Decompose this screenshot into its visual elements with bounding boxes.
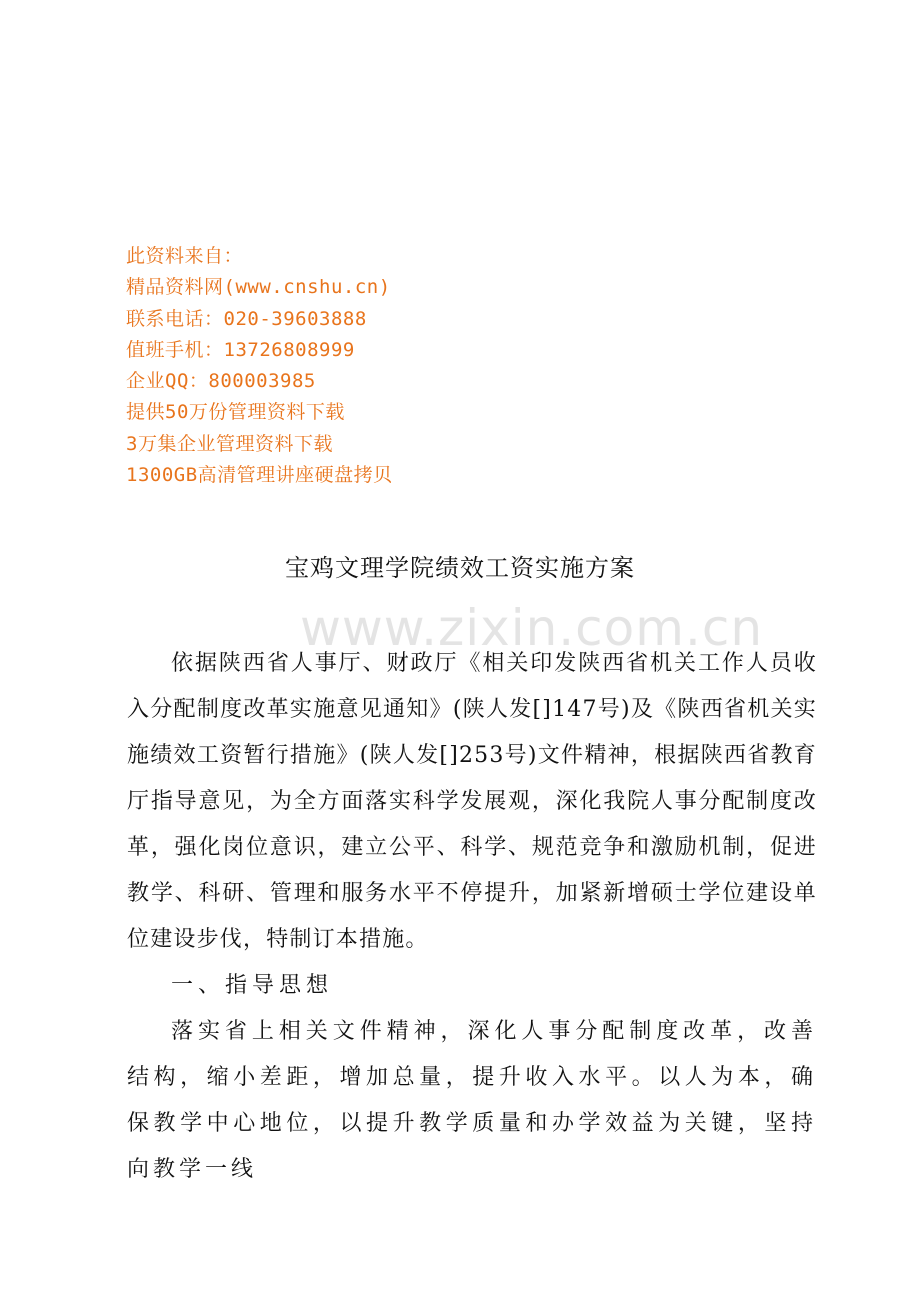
section-heading-guiding-ideology: 一、指导思想 <box>171 973 334 998</box>
source-line: 联系电话：020-39603888 <box>126 307 367 330</box>
source-line: 提供50万份管理资料下载 <box>126 401 345 424</box>
source-line: 企业QQ：800003985 <box>126 370 316 393</box>
document-body <box>127 641 817 1193</box>
section-paragraph-guiding-ideology: 落实省上相关文件精神，深化人事分配制度改革，改善结构，缩小差距，增加总量，提升收入水平。以人为本，确保教学中心地位，以提升教学质量和办学效益为关键，坚持向教学一线 <box>127 1019 817 1182</box>
source-line: 1300GB高清管理讲座硬盘拷贝 <box>126 464 393 487</box>
watermark-text: www.zixin.com.cn <box>300 599 764 657</box>
document-title: 宝鸡文理学院绩效工资实施方案 <box>285 554 635 582</box>
source-line: 值班手机：13726808999 <box>126 338 355 361</box>
source-line: 此资料来自： <box>126 245 244 267</box>
source-line: 精品资料网(www.cnshu.cn) <box>126 276 391 299</box>
source-info-block <box>126 241 726 491</box>
intro-paragraph: 依据陕西省人事厅、财政厅《相关印发陕西省机关工作人员收入分配制度改革实施意见通知》(陕人发[]147号)及《陕西省机关实施绩效工资暂行措施》(陕人发[]253号)文件精神，根据陕西省教育厅指导意见，为全方面落实科学发展观，深化我院人事分配制度改革，强化岗位意识，建立公平、科学、规范竞争和激励机制，促进教学、科研、管理和服务水平不停提升，加紧新增硕士学位建设单位建设步伐，特制订本措施。 <box>127 651 817 952</box>
source-line: 3万集企业管理资料下载 <box>126 432 333 455</box>
